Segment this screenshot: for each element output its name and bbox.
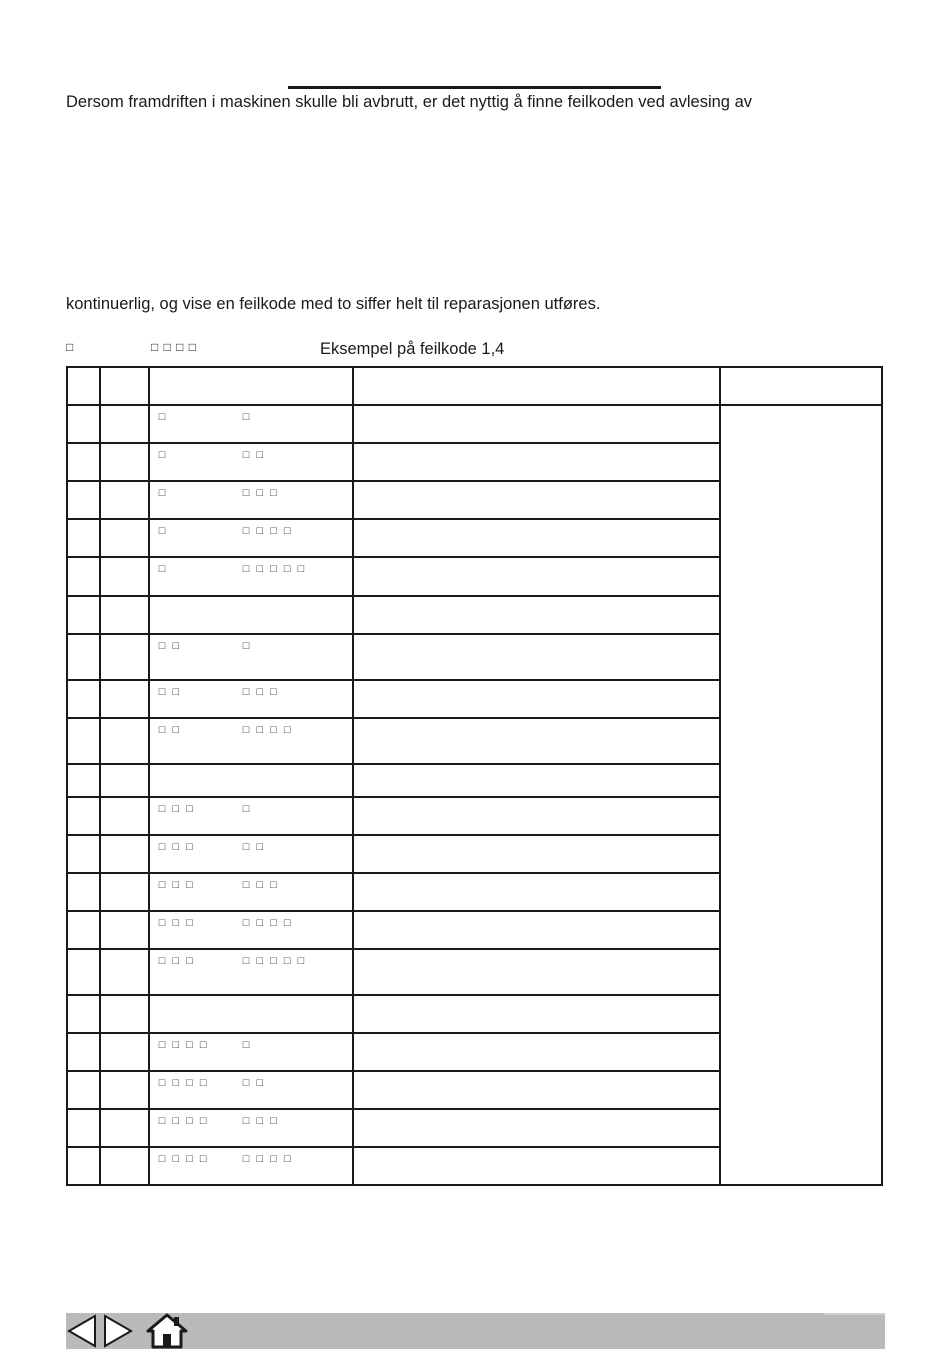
description-cell — [353, 911, 721, 949]
second-digit-blinks: □ — [242, 1039, 252, 1051]
second-digit-blinks: □ □ □ □ □ — [242, 563, 307, 575]
header-cell-blinks — [149, 367, 353, 405]
blink-pattern-cell — [149, 596, 353, 634]
description-cell — [353, 481, 721, 519]
second-digit-blinks: □ □ □ — [242, 879, 279, 891]
footer-navigation-bar — [66, 1313, 885, 1349]
blink-pattern-cell — [149, 481, 353, 519]
description-cell — [353, 949, 721, 995]
description-cell — [353, 443, 721, 481]
first-digit-blinks: □ □ — [158, 724, 182, 736]
description-cell — [353, 634, 721, 680]
second-digit-blinks: □ □ □ — [242, 487, 279, 499]
blink-pattern-cell — [149, 835, 353, 873]
description-cell — [353, 718, 721, 764]
remedy-cell — [720, 405, 882, 1185]
blink-pattern-cell — [149, 1109, 353, 1147]
description-cell — [353, 1147, 721, 1185]
description-cell — [353, 797, 721, 835]
second-digit-blinks: □ □ □ □ — [242, 525, 293, 537]
blink-pattern-cell — [149, 911, 353, 949]
first-digit-blinks: □ □ □ — [158, 879, 195, 891]
blink-pattern-cell — [149, 797, 353, 835]
second-digit-blinks: □ □ □ □ □ — [242, 955, 307, 967]
description-cell — [353, 519, 721, 557]
first-digit-blinks: □ □ — [158, 640, 182, 652]
description-cell — [353, 596, 721, 634]
table-header-row — [67, 367, 882, 405]
second-digit-blinks: □ □ — [242, 841, 266, 853]
first-digit-blinks: □ □ □ — [158, 841, 195, 853]
blink-pattern-cell — [149, 949, 353, 995]
first-digit-blinks: □ □ □ — [158, 955, 195, 967]
header-cell-code — [67, 367, 100, 405]
second-digit-blinks: □ □ — [242, 449, 266, 461]
second-digit-blinks: □ □ □ □ — [242, 1153, 293, 1165]
first-digit-blinks: □ — [158, 563, 168, 575]
description-cell — [353, 873, 721, 911]
description-cell — [353, 405, 721, 443]
blink-pattern-cell — [149, 443, 353, 481]
first-digit-blinks: □ □ □ — [158, 803, 195, 815]
first-digit-blinks: □ □ □ □ — [158, 1077, 209, 1089]
description-cell — [353, 1071, 721, 1109]
blink-pattern-cell — [149, 1071, 353, 1109]
blink-pattern-cell — [149, 873, 353, 911]
first-digit-blinks: □ — [158, 449, 168, 461]
blink-pattern-cell — [149, 634, 353, 680]
second-digit-blinks: □ □ □ — [242, 686, 279, 698]
first-digit-blinks: □ □ □ □ — [158, 1115, 209, 1127]
legend-second-digit-marker: □ □ □ □ — [151, 340, 197, 354]
first-digit-blinks: □ □ □ □ — [158, 1153, 209, 1165]
description-cell — [353, 764, 721, 797]
legend-first-digit-marker: □ — [66, 340, 75, 354]
home-icon[interactable] — [146, 1312, 188, 1350]
blink-pattern-cell — [149, 557, 353, 596]
example-caption: Eksempel på feilkode 1,4 — [320, 340, 505, 358]
first-digit-blinks: □ □ □ — [158, 917, 195, 929]
footer-bar-highlight — [824, 1313, 885, 1315]
second-digit-blinks: □ □ — [242, 1077, 266, 1089]
first-digit-blinks: □ □ □ □ — [158, 1039, 209, 1051]
header-cell-description — [353, 367, 721, 405]
first-digit-blinks: □ — [158, 411, 168, 423]
second-digit-blinks: □ □ □ □ — [242, 724, 293, 736]
description-cell — [353, 680, 721, 718]
intro-paragraph-line-2: kontinuerlig, og vise en feilkode med to siffer helt til reparasjonen utføres. — [66, 295, 601, 313]
description-cell — [353, 557, 721, 596]
blink-pattern-cell — [149, 405, 353, 443]
header-cell-remedy — [720, 367, 882, 405]
second-digit-blinks: □ — [242, 411, 252, 423]
second-digit-blinks: □ □ □ — [242, 1115, 279, 1127]
first-digit-blinks: □ — [158, 487, 168, 499]
arrow-right-icon[interactable] — [102, 1314, 134, 1348]
table-row — [67, 405, 882, 443]
first-digit-blinks: □ □ — [158, 686, 182, 698]
description-cell — [353, 995, 721, 1033]
first-digit-blinks: □ — [158, 525, 168, 537]
second-digit-blinks: □ — [242, 803, 252, 815]
blink-pattern-cell — [149, 1033, 353, 1071]
blink-pattern-cell — [149, 680, 353, 718]
title-underline — [288, 86, 661, 89]
description-cell — [353, 1033, 721, 1071]
intro-paragraph-line-1: Dersom framdriften i maskinen skulle bli avbrutt, er det nyttig å finne feilkoden ved avlesing av — [66, 93, 752, 111]
second-digit-blinks: □ — [242, 640, 252, 652]
second-digit-blinks: □ □ □ □ — [242, 917, 293, 929]
blink-pattern-cell — [149, 1147, 353, 1185]
header-cell-digit — [100, 367, 148, 405]
blink-pattern-cell — [149, 764, 353, 797]
blink-pattern-cell — [149, 519, 353, 557]
blink-pattern-cell — [149, 995, 353, 1033]
blink-pattern-cell — [149, 718, 353, 764]
error-code-table — [66, 366, 883, 1186]
description-cell — [353, 1109, 721, 1147]
arrow-left-icon[interactable] — [66, 1314, 98, 1348]
description-cell — [353, 835, 721, 873]
